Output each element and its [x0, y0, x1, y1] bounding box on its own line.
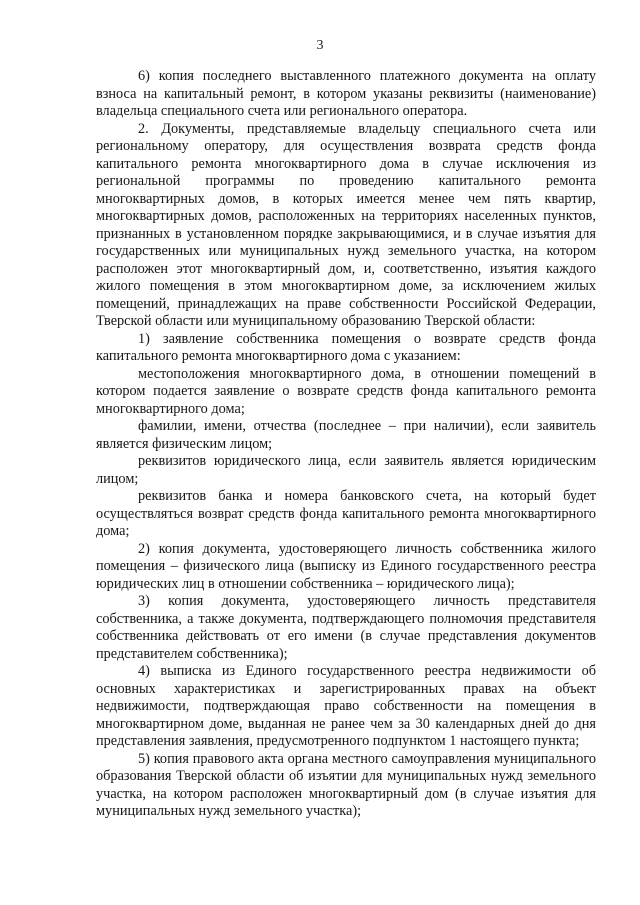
- paragraph-subitem-6: 6) копия последнего выставленного платежного документа на оплату взноса на капитальный ремонт, в котором указаны реквизиты (наименование) владельца специального счета или регионального оператора.: [96, 68, 596, 119]
- paragraph-item-2: 2. Документы, представляемые владельцу специального счета или региональному оператору, для осуществления возврата средств фонда капитального ремонта многоквартирного дома в случае исключения из региональной программы по проведению капитального ремонта многоквартирных домов, в которых имеется менее чем пять квартир, многоквартирных домов, расположенных на территориях населенных пунктов, признанных в установленном порядке закрывающимися, и в случае изъятия для государственных или муниципальных нужд земельного участка, на котором расположен этот многоквартирный дом, и, соответственно, изъятия каждого жилого помещения в этом многоквартирном доме, за исключением жилых помещений, принадлежащих на праве собственности Российской Федерации, Тверской области или муниципальному образованию Тверской области:: [96, 120, 596, 329]
- document-body: [96, 68, 596, 821]
- paragraph-subitem-3: 3) копия документа, удостоверяющего личность представителя собственника, а также документа, подтверждающего полномочия представителя собственника действовать от его имени (в случае представления документов представителем собственника);: [96, 593, 596, 662]
- page-number: 3: [316, 38, 324, 53]
- paragraph-subitem-1: 1) заявление собственника помещения о возврате средств фонда капитального ремонта многоквартирного дома с указанием:: [96, 330, 596, 364]
- paragraph-legal-entity: реквизитов юридического лица, если заявитель является юридическим лицом;: [96, 453, 596, 487]
- paragraph-full-name: фамилии, имени, отчества (последнее – при наличии), если заявитель является физическим лицом;: [96, 418, 596, 452]
- paragraph-bank-details: реквизитов банка и номера банковского счета, на который будет осуществляться возврат средств фонда капитального ремонта многоквартирного дома;: [96, 488, 596, 539]
- paragraph-subitem-5: 5) копия правового акта органа местного самоуправления муниципального образования Тверской области об изъятии для муниципальных нужд земельного участка, на котором расположен многоквартирный дом (в случае изъятия для муниципальных нужд земельного участка);: [96, 750, 596, 819]
- paragraph-subitem-2: 2) копия документа, удостоверяющего личность собственника жилого помещения – физического лица (выписку из Единого государственного реестра юридических лиц в отношении собственника – юридического лица);: [96, 540, 596, 592]
- paragraph-location: местоположения многоквартирного дома, в отношении помещений в котором подается заявление о возврате средств фонда капитального ремонта многоквартирного дома;: [96, 365, 596, 417]
- paragraph-subitem-4: 4) выписка из Единого государственного реестра недвижимости об основных характеристиках и зарегистрированных правах на объект недвижимости, подтверждающая право собственности на помещения в многоквартирном доме, выданная не ранее чем за 30 календарных дней до дня представления заявления, предусмотренного подпунктом 1 настоящего пункта;: [96, 663, 596, 749]
